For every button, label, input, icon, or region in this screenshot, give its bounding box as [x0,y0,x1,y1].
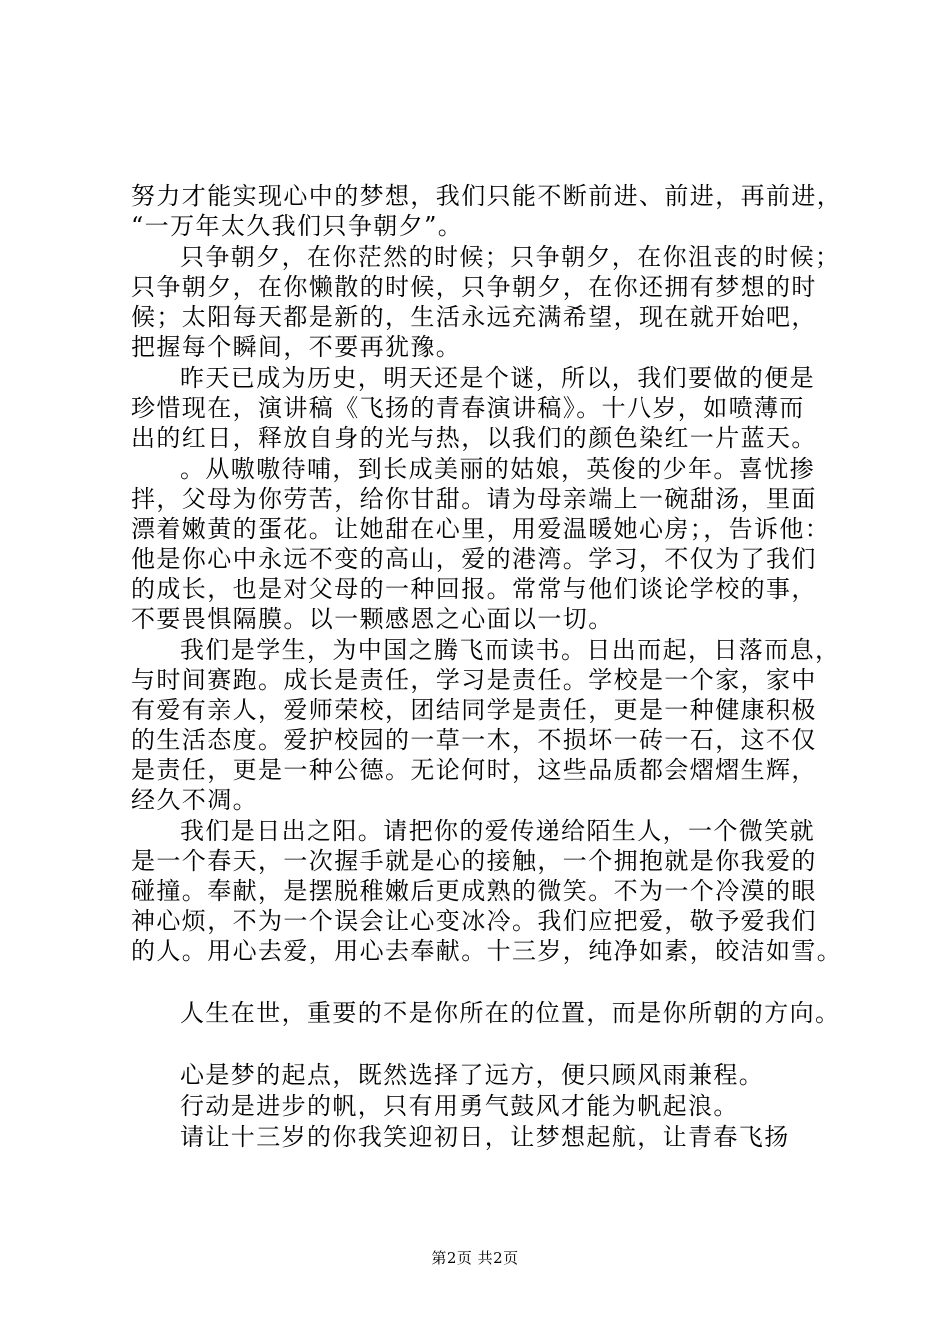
paragraph-start-line: 。从嗷嗷待哺，到长成美丽的姑娘，英俊的少年。喜忧掺 [180,455,815,483]
paragraph-start-line: 只争朝夕，在你茫然的时候；只争朝夕，在你沮丧的时候； [180,243,841,271]
text-line: 的人。用心去爱，用心去奉献。十三岁，纯净如素，皎洁如雪。 [131,937,843,965]
text-line: 漂着嫩黄的蛋花。让她甜在心里，用爱温暖她心房；，告诉他： [131,515,831,543]
quote-line: 人生在世，重要的不是你所在的位置，而是你所朝的方向。 [180,999,841,1027]
text-line: 他是你心中永远不变的高山，爱的港湾。学习，不仅为了我们 [131,545,817,573]
paragraph-start-line: 我们是日出之阳。请把你的爱传递给陌生人，一个微笑就 [180,817,815,845]
text-line: 的成长，也是对父母的一种回报。常常与他们谈论学校的事， [131,575,817,603]
text-line: 拌，父母为你劳苦，给你甘甜。请为母亲端上一碗甜汤，里面 [131,485,817,513]
text-line: 把握每个瞬间，不要再犹豫。 [131,333,462,361]
text-line: 候；太阳每天都是新的，生活永远充满希望，现在就开始吧， [131,303,817,331]
text-line: “一万年太久我们只争朝夕”。 [131,212,464,240]
text-line: 经久不凋。 [131,786,258,814]
text-line: 与时间赛跑。成长是责任，学习是责任。学校是一个家，家中 [131,666,817,694]
text-line: 是一个春天，一次握手就是心的接触，一个拥抱就是你我爱的 [131,847,817,875]
text-line: 珍惜现在，演讲稿《飞扬的青春演讲稿》。十八岁，如喷薄而 [131,394,805,422]
text-line: 不要畏惧隔膜。以一颗感恩之心面以一切。 [131,605,614,633]
page-number: 第2页 共2页 [431,1249,519,1267]
closing-line: 行动是进步的帆，只有用勇气鼓风才能为帆起浪。 [180,1092,739,1120]
text-line: 是责任，更是一种公德。无论何时，这些品质都会熠熠生辉， [131,756,817,784]
text-line: 努力才能实现心中的梦想，我们只能不断前进、前进，再前进， [131,182,843,210]
paragraph-start-line: 我们是学生，为中国之腾飞而读书。日出而起，日落而息， [180,636,841,664]
closing-line: 心是梦的起点，既然选择了远方，便只顾风雨兼程。 [180,1061,765,1089]
paragraph-start-line: 昨天已成为历史，明天还是个谜，所以，我们要做的便是 [180,364,815,392]
closing-line: 请让十三岁的你我笑迎初日，让梦想起航，让青春飞扬 [180,1123,790,1151]
text-line: 神心烦，不为一个误会让心变冰冷。我们应把爱，敬予爱我们 [131,907,817,935]
text-line: 的生活态度。爱护校园的一草一木，不损坏一砖一石，这不仅 [131,726,817,754]
text-line: 有爱有亲人，爱师荣校，团结同学是责任，更是一种健康积极 [131,696,817,724]
text-line: 出的红日，释放自身的光与热，以我们的颜色染红一片蓝天。 [131,424,817,452]
text-line: 碰撞。奉献，是摆脱稚嫩后更成熟的微笑。不为一个冷漠的眼 [131,877,817,905]
text-line: 只争朝夕，在你懒散的时候，只争朝夕，在你还拥有梦想的时 [131,273,817,301]
